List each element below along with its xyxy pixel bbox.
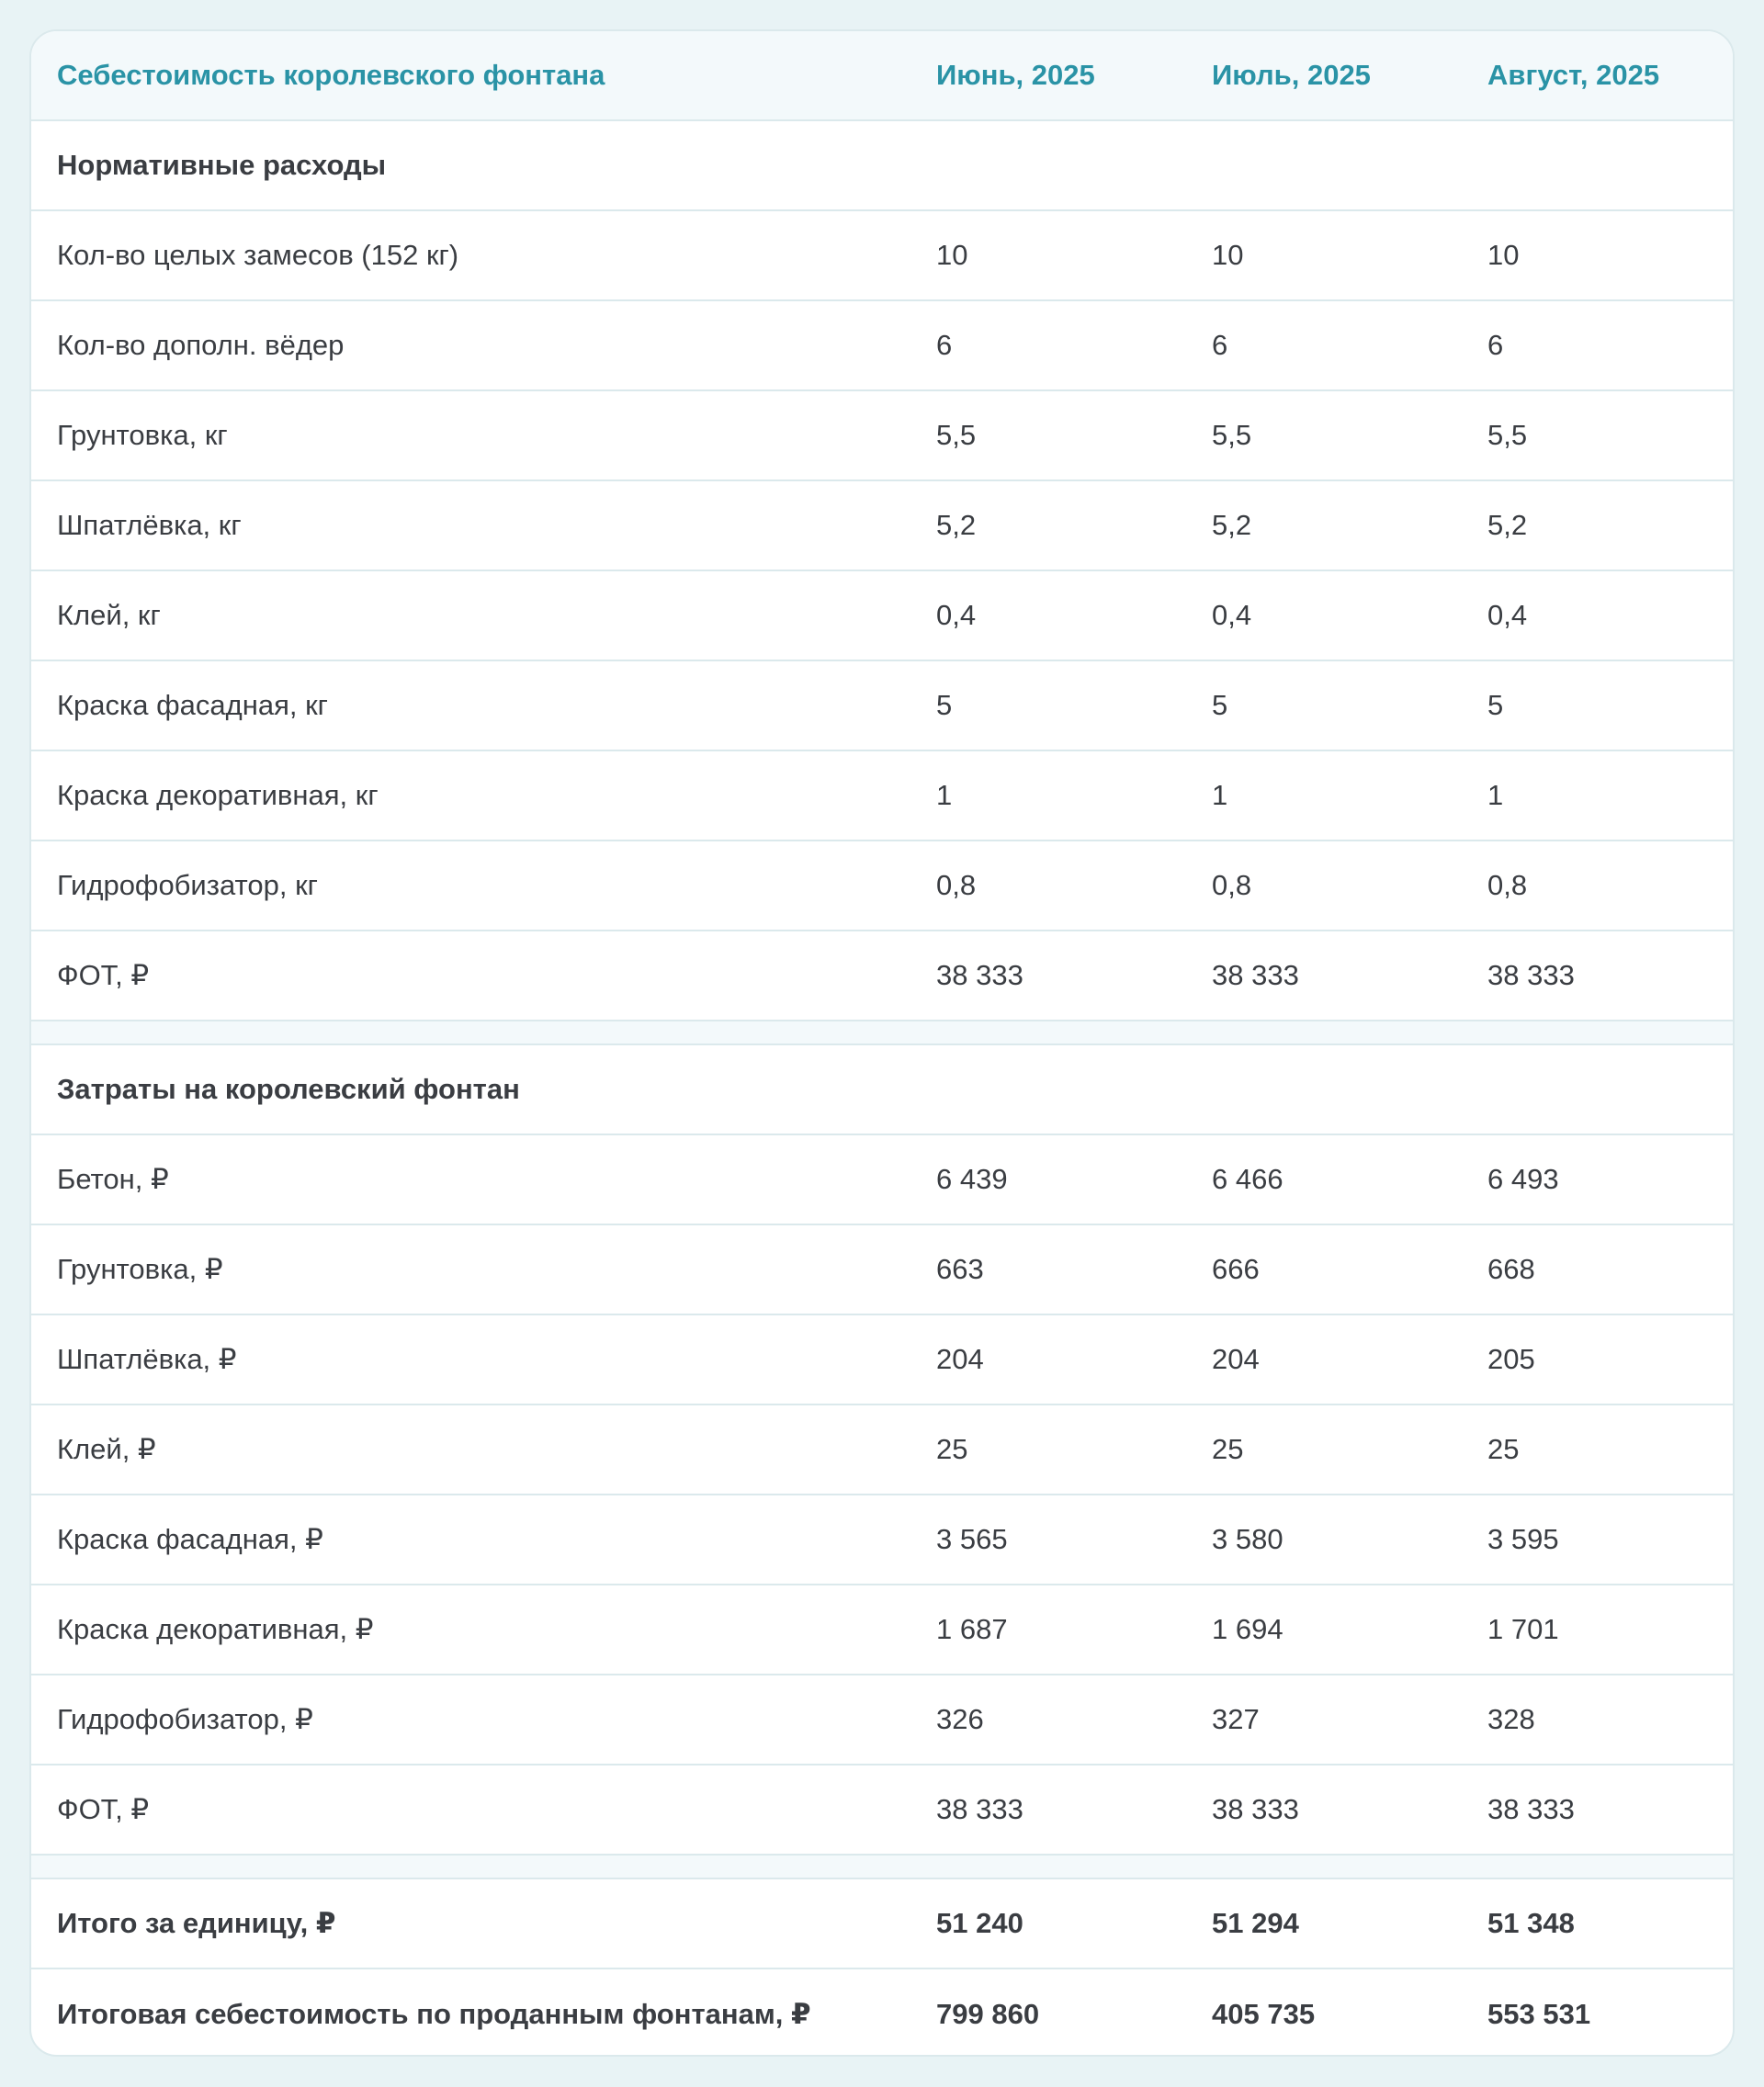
row-label: Итоговая себестоимость по проданным фонтанам, ₽ [57, 1998, 811, 2030]
cell-value: 663 [936, 1253, 984, 1285]
cell-value: 0,8 [936, 869, 977, 901]
cell-value: 5,5 [1212, 419, 1252, 451]
row-label: Кол-во дополн. вёдер [57, 329, 345, 361]
row-label: ФОТ, ₽ [57, 1793, 150, 1825]
cell-value: 5,2 [936, 509, 977, 541]
section-divider [31, 1856, 1733, 1879]
table-title: Себестоимость королевского фонтана [57, 59, 605, 91]
row-label: Нормативные расходы [57, 149, 387, 181]
cell-value: 51 348 [1487, 1907, 1575, 1939]
row-label: Грунтовка, ₽ [57, 1253, 223, 1285]
row-label: Краска фасадная, ₽ [57, 1523, 323, 1555]
cell-value: 6 439 [936, 1163, 1008, 1195]
cell-value: 6 466 [1212, 1163, 1283, 1195]
cell-value: 38 333 [1212, 1793, 1299, 1825]
row-label: Шпатлёвка, ₽ [57, 1343, 237, 1375]
row-label: Клей, кг [57, 599, 161, 631]
row-label: Краска декоративная, ₽ [57, 1613, 374, 1645]
cell-value: 5 [936, 689, 953, 721]
table-row [31, 661, 1733, 751]
cell-value: 5 [1487, 689, 1504, 721]
cell-value: 1 687 [936, 1613, 1008, 1645]
cell-value: 10 [1487, 239, 1520, 271]
cell-value: 5,5 [1487, 419, 1528, 451]
cell-value: 0,8 [1487, 869, 1528, 901]
row-label: ФОТ, ₽ [57, 959, 150, 991]
table-header [31, 31, 1733, 121]
table-row [31, 751, 1733, 841]
cell-value: 405 735 [1212, 1998, 1316, 2030]
cell-value: 6 [1487, 329, 1504, 361]
cell-value: 10 [1212, 239, 1244, 271]
table-row [31, 841, 1733, 931]
row-label: Краска фасадная, кг [57, 689, 328, 721]
cell-value: 668 [1487, 1253, 1535, 1285]
row-label: Гидрофобизатор, кг [57, 869, 318, 901]
table-row [31, 301, 1733, 391]
table-row [31, 1225, 1733, 1315]
section-title [31, 121, 1733, 211]
table-row [31, 1675, 1733, 1765]
cell-value: 799 860 [936, 1998, 1040, 2030]
cell-value: 25 [1487, 1433, 1520, 1465]
section-divider [31, 1021, 1733, 1045]
table-row [31, 1315, 1733, 1405]
cell-value: 5 [1212, 689, 1228, 721]
cell-value: 38 333 [936, 959, 1023, 991]
cell-value: 10 [936, 239, 968, 271]
table-row [31, 1765, 1733, 1856]
cell-value: 5,5 [936, 419, 977, 451]
cell-value: 5,2 [1487, 509, 1528, 541]
table-row [31, 481, 1733, 571]
cell-value: 1 694 [1212, 1613, 1283, 1645]
cell-value: 327 [1212, 1703, 1260, 1735]
cost-table [29, 29, 1735, 2057]
cell-value: 25 [1212, 1433, 1244, 1465]
column-header-june: Июнь, 2025 [936, 59, 1095, 91]
cell-value: 51 294 [1212, 1907, 1299, 1939]
cell-value: 0,4 [936, 599, 977, 631]
cell-value: 51 240 [936, 1907, 1023, 1939]
table-row [31, 1585, 1733, 1675]
cell-value: 0,4 [1487, 599, 1528, 631]
cell-value: 205 [1487, 1343, 1535, 1375]
cell-value: 3 595 [1487, 1523, 1559, 1555]
row-label: Краска декоративная, кг [57, 779, 379, 811]
cell-value: 666 [1212, 1253, 1260, 1285]
cell-value: 6 [1212, 329, 1228, 361]
cell-value: 204 [1212, 1343, 1260, 1375]
cell-value: 1 [1487, 779, 1504, 811]
row-label: Затраты на королевский фонтан [57, 1073, 520, 1105]
row-label: Кол-во целых замесов (152 кг) [57, 239, 459, 271]
table-row [31, 391, 1733, 481]
cell-value: 326 [936, 1703, 984, 1735]
cell-value: 3 565 [936, 1523, 1008, 1555]
section-title [31, 1045, 1733, 1135]
table-row [31, 1405, 1733, 1495]
cell-value: 38 333 [1487, 959, 1575, 991]
total-row [31, 1969, 1733, 2057]
cell-value: 0,4 [1212, 599, 1252, 631]
column-header-august: Август, 2025 [1487, 59, 1660, 91]
row-label: Грунтовка, кг [57, 419, 228, 451]
cell-value: 38 333 [1487, 1793, 1575, 1825]
table-row [31, 211, 1733, 301]
cell-value: 6 493 [1487, 1163, 1559, 1195]
cell-value: 553 531 [1487, 1998, 1591, 2030]
table-row [31, 571, 1733, 661]
column-header-july: Июль, 2025 [1212, 59, 1371, 91]
cell-value: 1 [1212, 779, 1228, 811]
total-row [31, 1879, 1733, 1969]
cell-value: 1 [936, 779, 953, 811]
row-label: Шпатлёвка, кг [57, 509, 242, 541]
row-label: Клей, ₽ [57, 1433, 156, 1465]
cell-value: 3 580 [1212, 1523, 1283, 1555]
table-row [31, 931, 1733, 1021]
row-label: Бетон, ₽ [57, 1163, 169, 1195]
table-row [31, 1495, 1733, 1585]
cell-value: 38 333 [1212, 959, 1299, 991]
row-label: Гидрофобизатор, ₽ [57, 1703, 313, 1735]
cell-value: 5,2 [1212, 509, 1252, 541]
cell-value: 204 [936, 1343, 984, 1375]
cell-value: 328 [1487, 1703, 1535, 1735]
cell-value: 1 701 [1487, 1613, 1559, 1645]
row-label: Итого за единицу, ₽ [57, 1907, 336, 1939]
cell-value: 38 333 [936, 1793, 1023, 1825]
cell-value: 0,8 [1212, 869, 1252, 901]
table-row [31, 1135, 1733, 1225]
cell-value: 6 [936, 329, 953, 361]
cell-value: 25 [936, 1433, 968, 1465]
